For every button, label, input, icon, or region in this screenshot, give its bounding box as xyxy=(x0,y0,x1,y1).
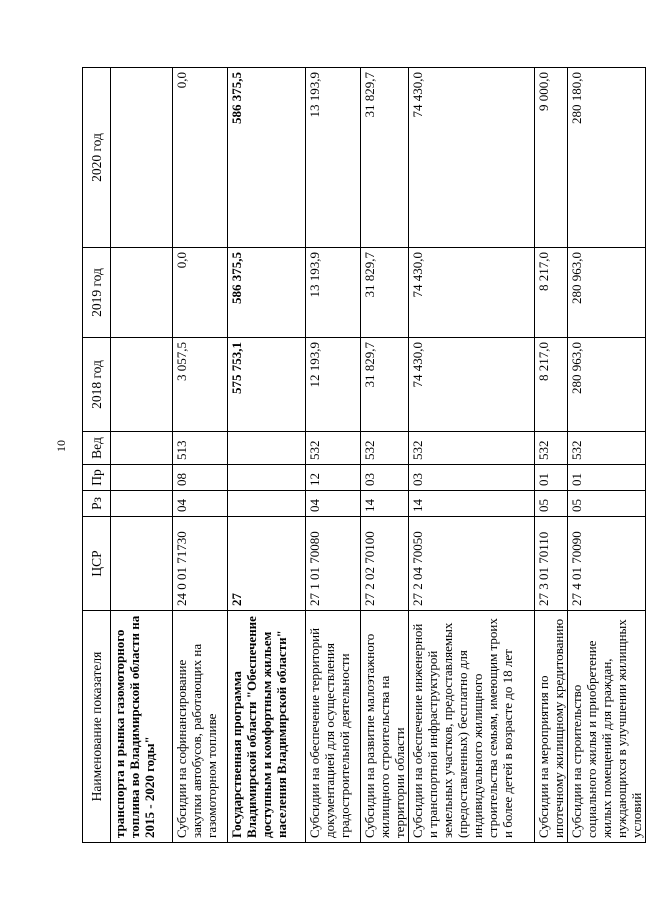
cell-rz: 05 xyxy=(568,491,646,517)
cell-2019: 586 375,5 xyxy=(228,248,306,338)
cell-name: Субсидии на обеспечение инженерной и транспортной инфраструктурой земельных участков, предоставляемых (предоставленных) бесплатно для индивидуального жилищного строительства семьям, имеющим троих и более детей в возрасте до 18 лет xyxy=(409,611,535,843)
header-2020: 2020 год xyxy=(83,68,111,248)
cell-ved: 513 xyxy=(173,432,228,465)
cell-ved xyxy=(111,432,173,465)
table-row xyxy=(111,68,173,843)
header-ved: Вед xyxy=(83,432,111,465)
cell-ved: 532 xyxy=(306,432,361,465)
cell-2018 xyxy=(111,338,173,432)
header-csr: ЦСР xyxy=(83,517,111,611)
cell-csr xyxy=(111,517,173,611)
cell-ved: 532 xyxy=(409,432,535,465)
cell-csr: 27 xyxy=(228,517,306,611)
table-row xyxy=(228,68,306,843)
header-pr: Пр xyxy=(83,465,111,491)
table-row xyxy=(568,68,646,843)
cell-2020: 13 193,9 xyxy=(306,68,361,248)
cell-2020: 586 375,5 xyxy=(228,68,306,248)
table-row xyxy=(173,68,228,843)
cell-pr: 12 xyxy=(306,465,361,491)
cell-2019: 8 217,0 xyxy=(535,248,568,338)
cell-2018: 3 057,5 xyxy=(173,338,228,432)
cell-2019: 0,0 xyxy=(173,248,228,338)
cell-rz: 05 xyxy=(535,491,568,517)
cell-pr: 08 xyxy=(173,465,228,491)
cell-2020: 74 430,0 xyxy=(409,68,535,248)
cell-csr: 27 1 01 70080 xyxy=(306,517,361,611)
table-row xyxy=(361,68,409,843)
header-name: Наименование показателя xyxy=(83,611,111,843)
cell-csr: 27 2 02 70100 xyxy=(361,517,409,611)
cell-rz xyxy=(111,491,173,517)
table-row xyxy=(535,68,568,843)
cell-pr: 01 xyxy=(568,465,646,491)
cell-rz: 14 xyxy=(361,491,409,517)
header-rz: Рз xyxy=(83,491,111,517)
cell-2018: 8 217,0 xyxy=(535,338,568,432)
cell-rz: 04 xyxy=(173,491,228,517)
cell-name: транспорта и рынка газомоторного топлива во Владимирской области на 2015 - 2020 годы" xyxy=(111,611,173,843)
cell-2020: 31 829,7 xyxy=(361,68,409,248)
cell-name: Субсидии на обеспечение территорий документацией для осуществления градостроительной деятельности xyxy=(306,611,361,843)
cell-pr xyxy=(111,465,173,491)
table-row xyxy=(306,68,361,843)
cell-ved: 532 xyxy=(568,432,646,465)
cell-2018: 575 753,1 xyxy=(228,338,306,432)
cell-rz xyxy=(228,491,306,517)
budget-table xyxy=(82,67,646,843)
cell-2019: 31 829,7 xyxy=(361,248,409,338)
cell-name: Субсидии на мероприятия по ипотечному жилищному кредитованию xyxy=(535,611,568,843)
cell-name: Субсидии на развитие малоэтажного жилищного строительства на территории области xyxy=(361,611,409,843)
header-2018: 2018 год xyxy=(83,338,111,432)
cell-csr: 24 0 01 71730 xyxy=(173,517,228,611)
cell-2019: 74 430,0 xyxy=(409,248,535,338)
cell-ved xyxy=(228,432,306,465)
table-header-row xyxy=(83,68,111,843)
cell-csr: 27 3 01 70110 xyxy=(535,517,568,611)
cell-2020: 0,0 xyxy=(173,68,228,248)
cell-name: Субсидии на софинансирование закупки автобусов, работающих на газомоторном топливе xyxy=(173,611,228,843)
cell-pr xyxy=(228,465,306,491)
cell-name: Государственная программа Владимирской области "Обеспечение доступным и комфортным жильем населения Владимирской области" xyxy=(228,611,306,843)
rotated-table-container xyxy=(82,68,644,843)
cell-pr: 03 xyxy=(361,465,409,491)
cell-2020: 280 180,0 xyxy=(568,68,646,248)
cell-rz: 14 xyxy=(409,491,535,517)
cell-2019: 280 963,0 xyxy=(568,248,646,338)
cell-2019 xyxy=(111,248,173,338)
cell-2020: 9 000,0 xyxy=(535,68,568,248)
page-number: 10 xyxy=(54,440,68,452)
cell-csr: 27 2 04 70050 xyxy=(409,517,535,611)
cell-rz: 04 xyxy=(306,491,361,517)
cell-2018: 31 829,7 xyxy=(361,338,409,432)
cell-ved: 532 xyxy=(361,432,409,465)
cell-2018: 280 963,0 xyxy=(568,338,646,432)
cell-2018: 74 430,0 xyxy=(409,338,535,432)
cell-2018: 12 193,9 xyxy=(306,338,361,432)
cell-name: Субсидии на строительство социального жилья и приобретение жилых помещений для граждан, нуждающихся в улучшении жилищных условий xyxy=(568,611,646,843)
cell-pr: 03 xyxy=(409,465,535,491)
cell-csr: 27 4 01 70090 xyxy=(568,517,646,611)
table-row xyxy=(409,68,535,843)
header-2019: 2019 год xyxy=(83,248,111,338)
cell-ved: 532 xyxy=(535,432,568,465)
cell-2019: 13 193,9 xyxy=(306,248,361,338)
cell-2020 xyxy=(111,68,173,248)
cell-pr: 01 xyxy=(535,465,568,491)
